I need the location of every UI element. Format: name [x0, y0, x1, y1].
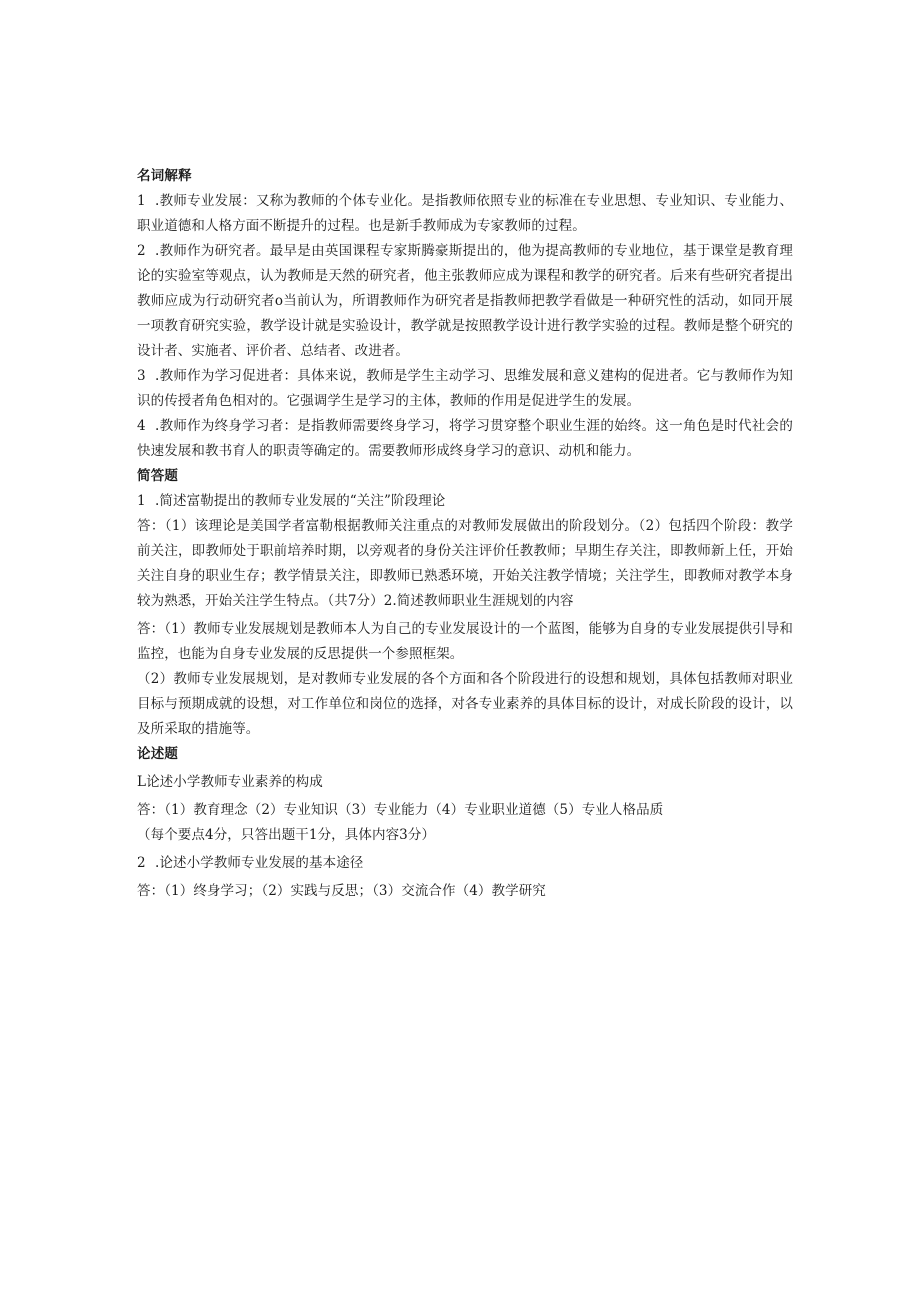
term-item-4	[137, 414, 793, 464]
essay-answer-2: 答：（1）终身学习；（2）实践与反思；（3）交流合作（4）教学研究	[137, 883, 546, 899]
item-number: 4	[137, 418, 146, 434]
item-number: 1	[137, 193, 146, 209]
section-title-essay: 论述题	[137, 746, 179, 762]
item-number: 2	[137, 243, 146, 259]
essay-answer-1-note: （每个要点4分，只答出题干1分，具体内容3分）	[137, 827, 436, 843]
item-text: .教师作为学习促进者：具体来说，教师是学生主动学习、思维发展和意义建构的促进者。它与教师作为知识的传授者角色相对的。它强调学生是学习的主体，教师的作用是促进学生的发展。	[137, 368, 793, 409]
short-answer-2-part-1: 答：（1）教师专业发展规划是教师本人为自己的专业发展设计的一个蓝图，能够为自身的专业发展提供引导和监控，也能为自身专业发展的反思提供一个参照框架。	[137, 621, 793, 662]
essay-answer-1: 答：（1）教育理念（2）专业知识（3）专业能力（4）专业职业道德（5）专业人格品质	[137, 802, 664, 818]
section-title-terms: 名词解释	[137, 168, 192, 184]
item-number: 1	[137, 493, 146, 509]
term-item-1	[137, 189, 793, 239]
question-text: .简述富勒提出的教师专业发展的“关注”阶段理论	[155, 493, 446, 509]
short-answer-2-part-2: （2）教师专业发展规划，是对教师专业发展的各个方面和各个阶段进行的设想和规划，具体包括教师对职业目标与预期成就的设想，对工作单位和岗位的选择，对各专业素养的具体目标的设计，对成长阶段的设计，以及所采取的措施等。	[137, 671, 793, 737]
item-number: 3	[137, 368, 146, 384]
short-question-1	[137, 489, 793, 514]
essay-question-1: L论述小学教师专业素养的构成	[137, 774, 323, 790]
term-item-3	[137, 364, 793, 414]
document-page	[137, 164, 793, 904]
item-number: 2	[137, 855, 146, 871]
question-text: .论述小学教师专业发展的基本途径	[155, 855, 364, 871]
short-answer-1: 答：（1）该理论是美国学者富勒根据教师关注重点的对教师发展做出的阶段划分。（2）包括四个阶段：教学前关注，即教师处于职前培养时期，以旁观者的身份关注评价任教教师；早期生存关注，即教师新上任，开始关注自身的职业生存；教学情景关注，即教师已熟悉环境，开始关注教学情境；关注学生，即教师对教学本身较为熟悉，开始关注学生特点。（共7分）2.简述教师职业生涯规划的内容	[137, 518, 793, 609]
term-item-2	[137, 239, 793, 364]
section-title-short-answer: 简答题	[137, 468, 179, 484]
item-text: .教师作为终身学习者：是指教师需要终身学习，将学习贯穿整个职业生涯的始终。这一角色是时代社会的快速发展和教书育人的职责等确定的。需要教师形成终身学习的意识、动机和能力。	[137, 418, 793, 459]
item-text: .教师作为研究者。最早是由英国课程专家斯腾豪斯提出的，他为提高教师的专业地位，基于课堂是教育理论的实验室等观点，认为教师是天然的研究者，他主张教师应成为课程和教学的研究者。后来有些研究者提出教师应成为行动研究者o当前认为，所谓教师作为研究者是指教师把教学看做是一种研究性的活动，如同开展一项教育研究实验，教学设计就是实验设计，教学就是按照教学设计进行教学实验的过程。教师是整个研究的设计者、实施者、评价者、总结者、改进者。	[137, 243, 793, 359]
item-text: .教师专业发展：又称为教师的个体专业化。是指教师依照专业的标准在专业思想、专业知识、专业能力、职业道德和人格方面不断提升的过程。也是新手教师成为专家教师的过程。	[137, 193, 793, 234]
essay-question-2	[137, 851, 793, 876]
